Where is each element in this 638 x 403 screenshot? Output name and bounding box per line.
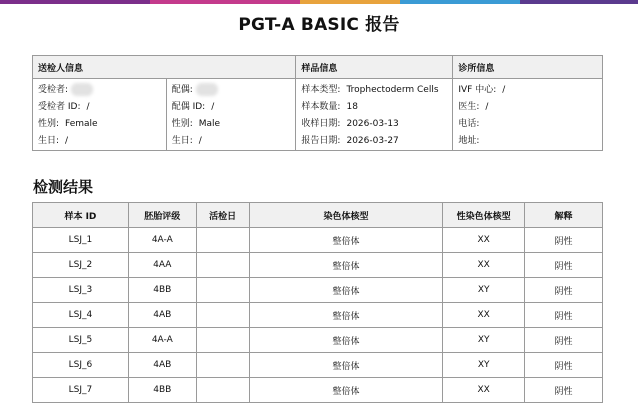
biopsy-day-cell [196, 303, 249, 328]
spouse-sex-value: Male [198, 119, 221, 129]
sample-id-cell: LSJ_3 [33, 278, 129, 303]
redacted-name [196, 83, 218, 96]
received-date-value: 2026-03-13 [346, 119, 399, 129]
brand-bar-segment [0, 0, 150, 4]
sex-karyotype-cell: XY [443, 353, 525, 378]
doctor-value: / [485, 102, 489, 112]
recipient-birth-label: 生日: [38, 136, 60, 146]
spouse-birth-value: / [198, 136, 202, 146]
col-sample-id: 样本 ID [33, 203, 129, 228]
recipient-birth-value: / [65, 136, 69, 146]
sample-info-header: 样品信息 [296, 56, 453, 79]
clinic-info-cell [453, 79, 603, 151]
table-row [33, 328, 603, 353]
clinic-info-header: 诊所信息 [453, 56, 603, 79]
results-body [33, 228, 603, 403]
interpretation-cell: 阴性 [525, 328, 603, 353]
karyotype-cell: 整倍体 [249, 328, 443, 353]
embryo-grade-cell: 4BB [128, 278, 196, 303]
col-sex-karyotype: 性染色体核型 [443, 203, 525, 228]
sample-count-value: 18 [346, 102, 358, 112]
sex-karyotype-cell: XY [443, 328, 525, 353]
sample-id-cell: LSJ_1 [33, 228, 129, 253]
report-date-label: 报告日期: [301, 136, 341, 146]
patient-info-header: 送检人信息 [33, 56, 296, 79]
results-table [32, 202, 603, 403]
embryo-grade-cell: 4AA [128, 253, 196, 278]
sex-karyotype-cell: XX [443, 253, 525, 278]
karyotype-cell: 整倍体 [249, 228, 443, 253]
spouse-sex-label: 性别: [171, 119, 193, 129]
biopsy-day-cell [196, 278, 249, 303]
sample-count-label: 样本数量: [301, 102, 341, 112]
recipient-sex-label: 性别: [38, 119, 60, 129]
brand-bar-segment [150, 0, 300, 4]
recipient-id-value: / [86, 102, 90, 112]
spouse-id-label: 配偶 ID: [171, 102, 206, 112]
table-row [33, 278, 603, 303]
recipient-label: 受检者: [38, 85, 69, 95]
results-header-row [33, 203, 603, 228]
spouse-info-cell [166, 79, 296, 151]
interpretation-cell: 阴性 [525, 228, 603, 253]
recipient-info-cell [33, 79, 167, 151]
interpretation-cell: 阴性 [525, 278, 603, 303]
biopsy-day-cell [196, 253, 249, 278]
biopsy-day-cell [196, 378, 249, 403]
spouse-id-value: / [211, 102, 215, 112]
embryo-grade-cell: 4BB [128, 378, 196, 403]
ivf-center-value: / [502, 85, 506, 95]
spouse-label: 配偶: [171, 85, 193, 95]
karyotype-cell: 整倍体 [249, 253, 443, 278]
karyotype-cell: 整倍体 [249, 353, 443, 378]
report-date-value: 2026-03-27 [346, 136, 399, 146]
interpretation-cell: 阴性 [525, 253, 603, 278]
table-row [33, 353, 603, 378]
biopsy-day-cell [196, 353, 249, 378]
address-label: 地址: [458, 136, 480, 146]
brand-bar-segment [400, 0, 520, 4]
table-row [33, 253, 603, 278]
received-date-label: 收样日期: [301, 119, 341, 129]
results-section-title: 检测结果 [33, 178, 94, 196]
embryo-grade-cell: 4AB [128, 353, 196, 378]
biopsy-day-cell [196, 328, 249, 353]
spouse-birth-label: 生日: [171, 136, 193, 146]
sample-type-value: Trophectoderm Cells [346, 85, 439, 95]
sample-id-cell: LSJ_2 [33, 253, 129, 278]
sex-karyotype-cell: XY [443, 278, 525, 303]
recipient-sex-value: Female [65, 119, 98, 129]
table-row [33, 303, 603, 328]
redacted-name [71, 83, 93, 96]
sex-karyotype-cell: XX [443, 303, 525, 328]
col-interpretation: 解释 [525, 203, 603, 228]
table-row [33, 378, 603, 403]
interpretation-cell: 阴性 [525, 353, 603, 378]
biopsy-day-cell [196, 228, 249, 253]
ivf-center-label: IVF 中心: [458, 85, 497, 95]
karyotype-cell: 整倍体 [249, 278, 443, 303]
col-embryo-grade: 胚胎评级 [128, 203, 196, 228]
sample-info-cell [296, 79, 453, 151]
report-title: PGT-A BASIC 报告 [238, 15, 400, 35]
embryo-grade-cell: 4AB [128, 303, 196, 328]
info-table [32, 55, 603, 151]
brand-color-bar [0, 0, 638, 4]
sample-id-cell: LSJ_6 [33, 353, 129, 378]
recipient-id-label: 受检者 ID: [38, 102, 81, 112]
interpretation-cell: 阴性 [525, 378, 603, 403]
brand-bar-segment [520, 0, 638, 4]
sample-id-cell: LSJ_7 [33, 378, 129, 403]
brand-bar-segment [300, 0, 400, 4]
embryo-grade-cell: 4A-A [128, 328, 196, 353]
phone-label: 电话: [458, 119, 480, 129]
karyotype-cell: 整倍体 [249, 378, 443, 403]
sample-id-cell: LSJ_5 [33, 328, 129, 353]
interpretation-cell: 阴性 [525, 303, 603, 328]
col-karyotype: 染色体核型 [249, 203, 443, 228]
sample-type-label: 样本类型: [301, 85, 341, 95]
sex-karyotype-cell: XX [443, 228, 525, 253]
sample-id-cell: LSJ_4 [33, 303, 129, 328]
col-biopsy-day: 活检日 [196, 203, 249, 228]
karyotype-cell: 整倍体 [249, 303, 443, 328]
sex-karyotype-cell: XX [443, 378, 525, 403]
table-row [33, 228, 603, 253]
doctor-label: 医生: [458, 102, 480, 112]
embryo-grade-cell: 4A-A [128, 228, 196, 253]
